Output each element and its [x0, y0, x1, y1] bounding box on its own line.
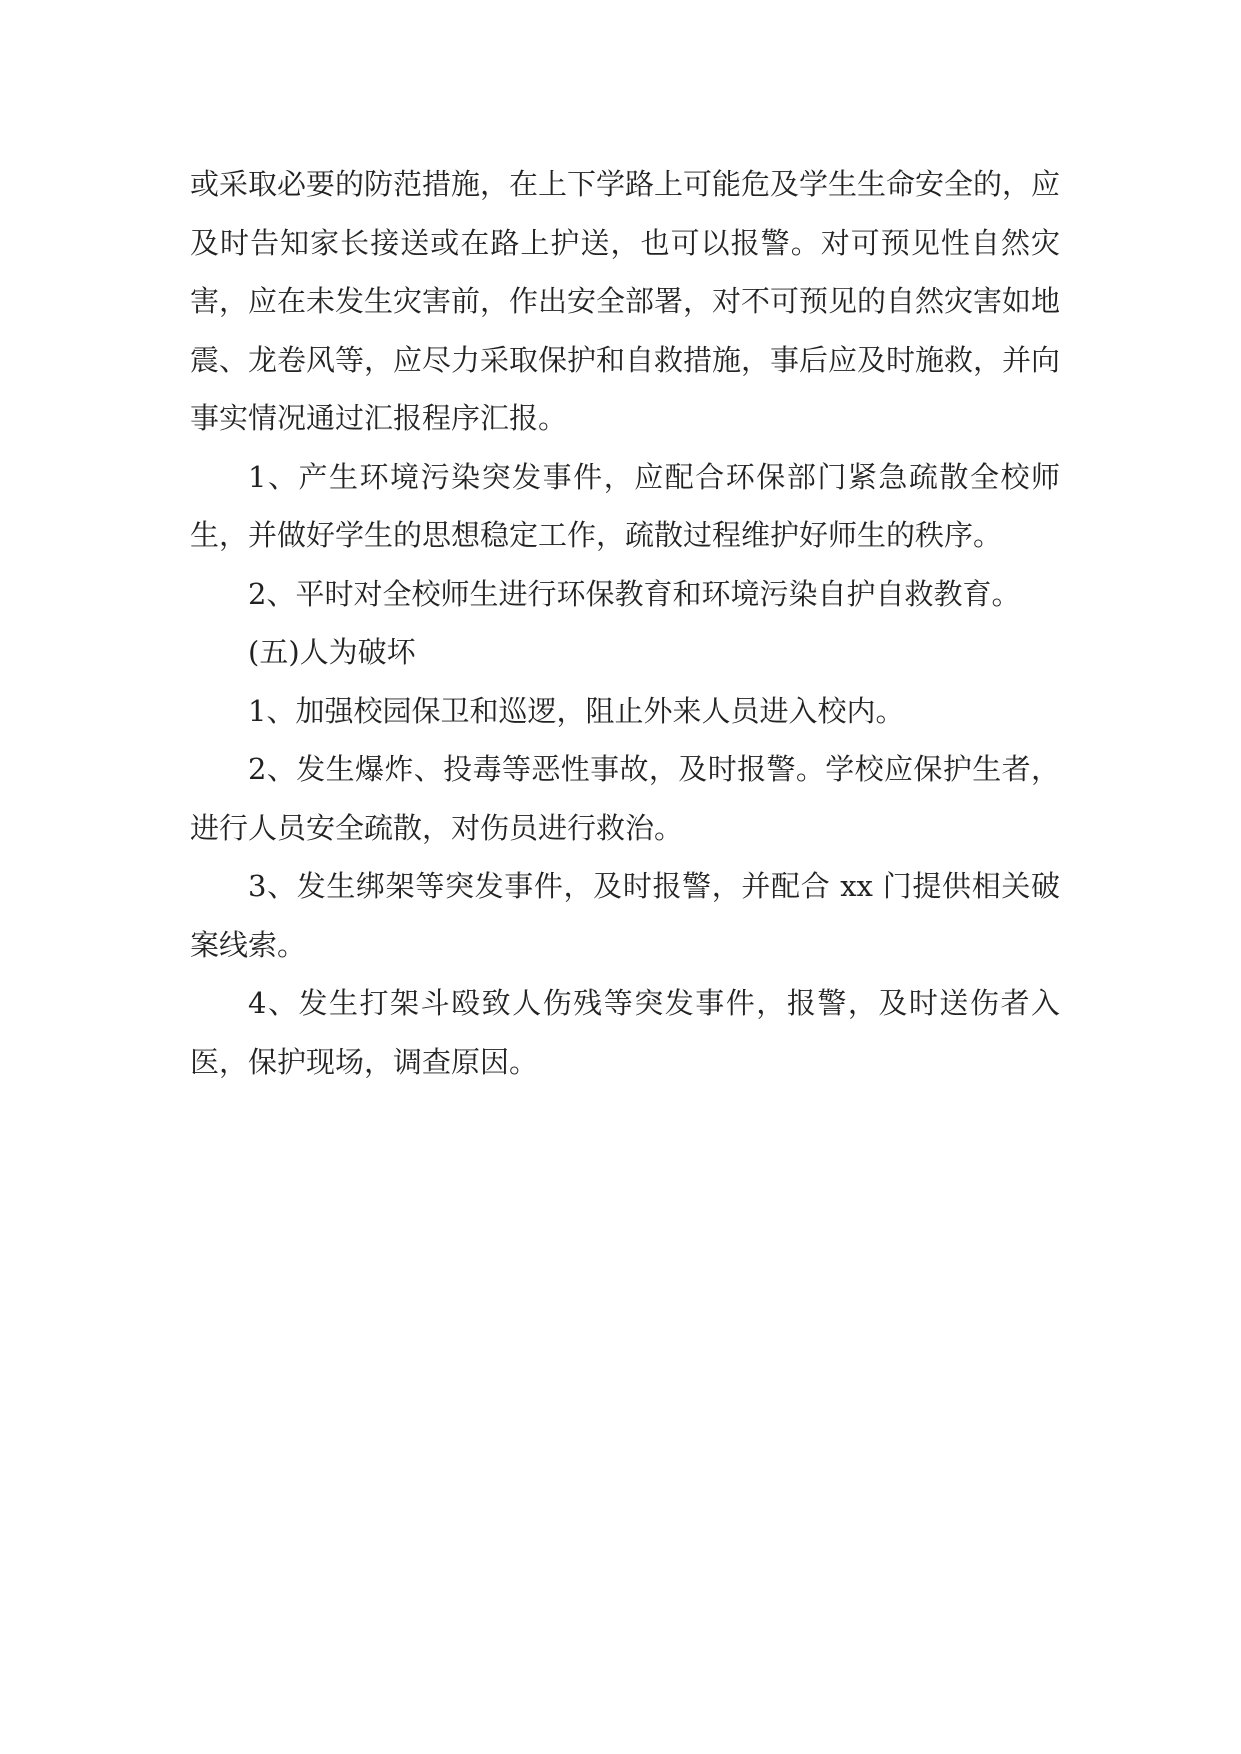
paragraph-item-1-patrol: 1、加强校园保卫和巡逻，阻止外来人员进入校内。 [248, 693, 905, 728]
paragraph-continuation: 或采取必要的防范措施，在上下学路上可能危及学生生命安全的，应及时告知家长接送或在路上护送，也可以报警。对可预见性自然灾害，应在未发生灾害前，作出安全部署，对不可预见的自然灾害如地震、龙卷风等，应尽力采取保护和自救措施，事后应及时施救，并向事实情况通过汇报程序汇报。 [190, 167, 1061, 435]
paragraph-item-2-education: 2、平时对全校师生进行环保教育和环境污染自护自救教育。 [248, 576, 1021, 611]
paragraph-item-4-fighting: 4、发生打架斗殴致人伤残等突发事件，报警，及时送伤者入医，保护现场，调查原因。 [190, 986, 1060, 1079]
paragraph-item-3-kidnapping: 3、发生绑架等突发事件，及时报警，并配合 xx 门提供相关破案线索。 [190, 869, 1060, 962]
paragraph-item-2-explosion: 2、发生爆炸、投毒等恶性事故，及时报警。学校应保护生者，进行人员安全疏散，对伤员进行救治。 [190, 752, 1060, 845]
document-body [190, 155, 1060, 1091]
section-heading-5: (五)人为破坏 [248, 635, 416, 669]
paragraph-item-1-pollution: 1、产生环境污染突发事件，应配合环保部门紧急疏散全校师生，并做好学生的思想稳定工作，疏散过程维护好师生的秩序。 [190, 459, 1060, 552]
